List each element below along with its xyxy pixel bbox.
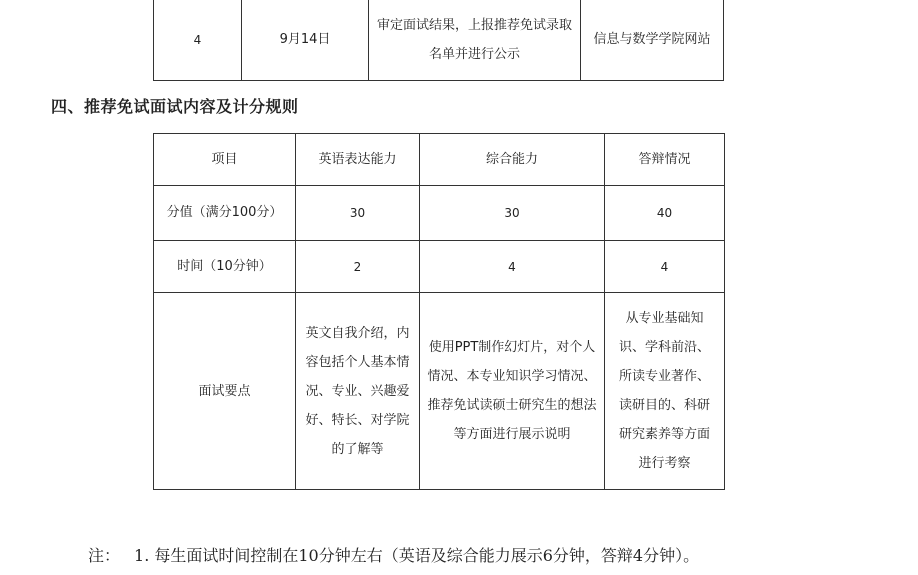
time-row-label: 时间（10分钟） — [154, 241, 296, 293]
schedule-date-cell: 9月14日 — [242, 0, 369, 81]
table-row — [154, 186, 725, 241]
score-table — [153, 133, 725, 490]
header-item: 项目 — [154, 134, 296, 186]
points-english: 英文自我介绍，内容包括个人基本情况、专业、兴趣爱好、特长、对学院的了解等 — [296, 293, 420, 490]
score-comprehensive: 30 — [420, 186, 605, 241]
time-comprehensive: 4 — [420, 241, 605, 293]
points-row-label: 面试要点 — [154, 293, 296, 490]
header-defense: 答辩情况 — [605, 134, 725, 186]
footnote-text: 1. 每生面试时间控制在10分钟左右（英语及综合能力展示6分钟，答辩4分钟）。 — [134, 546, 700, 565]
schedule-location-cell: 信息与数学学院网站 — [581, 0, 724, 81]
table-row — [154, 293, 725, 490]
section-heading: 四、推荐免试面试内容及计分规则 — [51, 97, 299, 116]
table-row — [154, 241, 725, 293]
header-comprehensive: 综合能力 — [420, 134, 605, 186]
time-defense: 4 — [605, 241, 725, 293]
table-row — [154, 0, 724, 81]
schedule-action-cell: 审定面试结果，上报推荐免试录取名单并进行公示 — [369, 0, 581, 81]
time-english: 2 — [296, 241, 420, 293]
table-header-row — [154, 134, 725, 186]
score-row-label: 分值（满分100分） — [154, 186, 296, 241]
score-defense: 40 — [605, 186, 725, 241]
points-comprehensive: 使用PPT制作幻灯片，对个人情况、本专业知识学习情况、推荐免试读硕士研究生的想法等方面进行展示说明 — [420, 293, 605, 490]
header-english: 英语表达能力 — [296, 134, 420, 186]
footnote-label: 注： — [88, 546, 121, 565]
footnote — [88, 543, 699, 566]
schedule-table — [153, 0, 724, 81]
score-english: 30 — [296, 186, 420, 241]
points-defense: 从专业基础知识、学科前沿、所读专业著作、读研目的、科研研究素养等方面进行考察 — [605, 293, 725, 490]
schedule-number-cell: 4 — [154, 0, 242, 81]
